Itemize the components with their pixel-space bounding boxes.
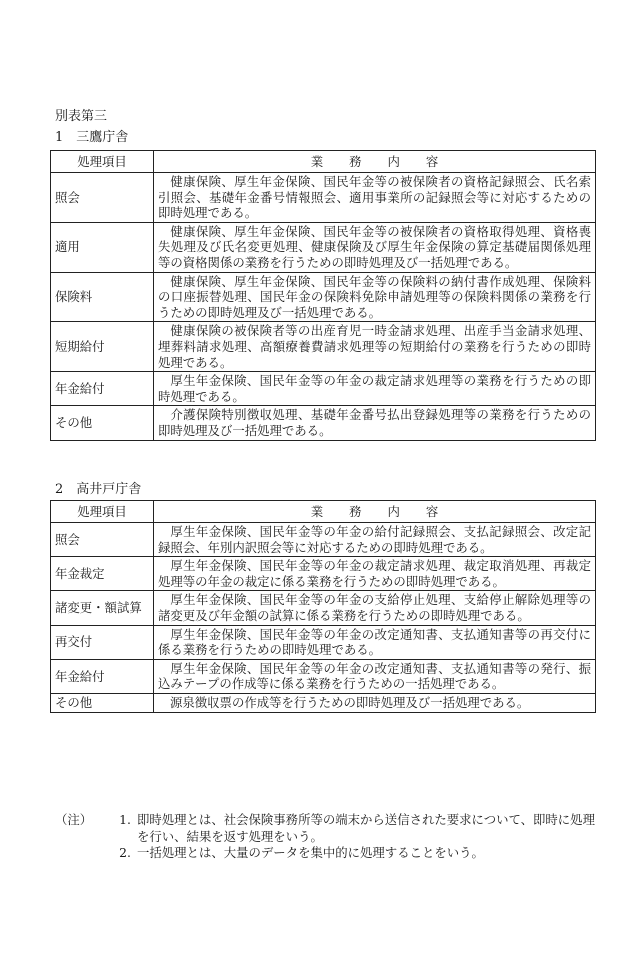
content-cell	[154, 523, 596, 557]
item-cell: 再交付	[51, 625, 154, 659]
item-cell: 年金裁定	[51, 557, 154, 591]
note-text: 即時処理とは、社会保険事務所等の端末から送信された要求について、即時に処理を行い、結果を返す処理をいう。	[137, 812, 595, 844]
content-text: 健康保険、厚生年金保険、国民年金等の保険料の納付書作成処理、保険料の口座振替処理、国民年金の保険料免除申請処理等の保険料関係の業務を行うための即時処理及び一括処理である。	[158, 273, 591, 320]
item-cell: 年金給付	[51, 659, 154, 693]
note-text: 一括処理とは、大量のデータを集中的に処理することをいう。	[137, 845, 484, 860]
table-header-row	[51, 501, 596, 523]
header-content	[154, 501, 596, 523]
section-heading-takaido: 2 高井戸庁舎	[55, 482, 142, 497]
section-heading-mitaka: 1 三鷹庁舎	[55, 130, 129, 145]
content-cell	[154, 659, 596, 693]
content-cell	[154, 557, 596, 591]
work-table-takaido	[50, 500, 596, 713]
content-cell	[154, 322, 596, 372]
table-row	[51, 372, 596, 406]
header-content-label: 業務内容	[310, 503, 465, 519]
content-text: 健康保険の被保険者等の出産育児一時金請求処理、出産手当金請求処理、埋葬料請求処理、高額療養費請求処理等の短期給付の業務を行うための即時処理である。	[158, 323, 591, 370]
item-cell: 年金給付	[51, 372, 154, 406]
content-text: 源泉徴収票の作成等を行うための即時処理及び一括処理である。	[170, 694, 530, 710]
table-body-takaido	[51, 523, 596, 713]
content-text: 厚生年金保険、国民年金等の年金の支給停止処理、支給停止解除処理等の諸変更及び年金額の試算に係る業務を行うための即時処理である。	[158, 592, 591, 623]
table-row	[51, 222, 596, 272]
content-cell	[154, 222, 596, 272]
content-text: 厚生年金保険、国民年金等の年金の改定通知書、支払通知書等の再交付に係る業務を行うための即時処理である。	[158, 626, 591, 658]
content-cell	[154, 693, 596, 712]
note-number: 1.	[119, 812, 131, 827]
header-content-label: 業務内容	[310, 153, 465, 169]
item-cell: 保険料	[51, 272, 154, 322]
table-row	[51, 523, 596, 557]
table-body-mitaka	[51, 173, 596, 441]
item-cell: 適用	[51, 222, 154, 272]
header-item: 処理項目	[51, 501, 154, 523]
table-row	[51, 693, 596, 712]
content-text: 厚生年金保険、国民年金等の年金の改定通知書、支払通知書等の発行、振込みテープの作成等に係る業務を行うための一括処理である。	[158, 660, 591, 692]
content-text: 厚生年金保険、国民年金等の年金の裁定請求処理等の業務を行うための即時処理である。	[158, 373, 591, 404]
table-row	[51, 272, 596, 322]
content-cell	[154, 625, 596, 659]
content-cell	[154, 272, 596, 322]
content-text: 厚生年金保険、国民年金等の年金の裁定請求処理、裁定取消処理、再裁定処理等の年金の裁定に係る業務を行うための即時処理である。	[158, 558, 591, 589]
item-cell: その他	[51, 406, 154, 440]
note-item	[55, 812, 595, 845]
content-cell	[154, 406, 596, 440]
note-item	[55, 845, 595, 862]
table-header-row	[51, 151, 596, 173]
table-row	[51, 557, 596, 591]
note-number: 2.	[119, 845, 131, 860]
table-row	[51, 322, 596, 372]
table-row	[51, 406, 596, 440]
item-cell: 短期給付	[51, 322, 154, 372]
header-item: 処理項目	[51, 151, 154, 173]
notes-label: （注）	[55, 812, 93, 827]
content-text: 健康保険、厚生年金保険、国民年金等の被保険者の資格取得処理、資格喪失処理及び氏名変更処理、健康保険及び厚生年金保険の算定基礎届関係処理等の資格関係の業務を行うための即時処理及び一括処理である。	[158, 223, 591, 270]
table-row	[51, 173, 596, 223]
table-row	[51, 659, 596, 693]
content-text: 介護保険特別徴収処理、基礎年金番号払出登録処理等の業務を行うための即時処理及び一括処理である。	[158, 407, 591, 438]
table-row	[51, 591, 596, 625]
content-text: 厚生年金保険、国民年金等の年金の給付記録照会、支払記録照会、改定記録照会、年別内訳照会等に対応するための即時処理である。	[158, 524, 591, 555]
work-table-mitaka	[50, 150, 596, 441]
item-cell: 照会	[51, 523, 154, 557]
content-text: 健康保険、厚生年金保険、国民年金等の被保険者の資格記録照会、氏名索引照会、基礎年金番号情報照会、適用事業所の記録照会等に対応するための即時処理である。	[158, 174, 591, 221]
notes	[55, 812, 595, 862]
table-row	[51, 625, 596, 659]
item-cell: その他	[51, 693, 154, 712]
document-title: 別表第三	[55, 109, 108, 124]
item-cell: 諸変更・額試算	[51, 591, 154, 625]
header-content	[154, 151, 596, 173]
content-cell	[154, 372, 596, 406]
content-cell	[154, 591, 596, 625]
content-cell	[154, 173, 596, 223]
item-cell: 照会	[51, 173, 154, 223]
